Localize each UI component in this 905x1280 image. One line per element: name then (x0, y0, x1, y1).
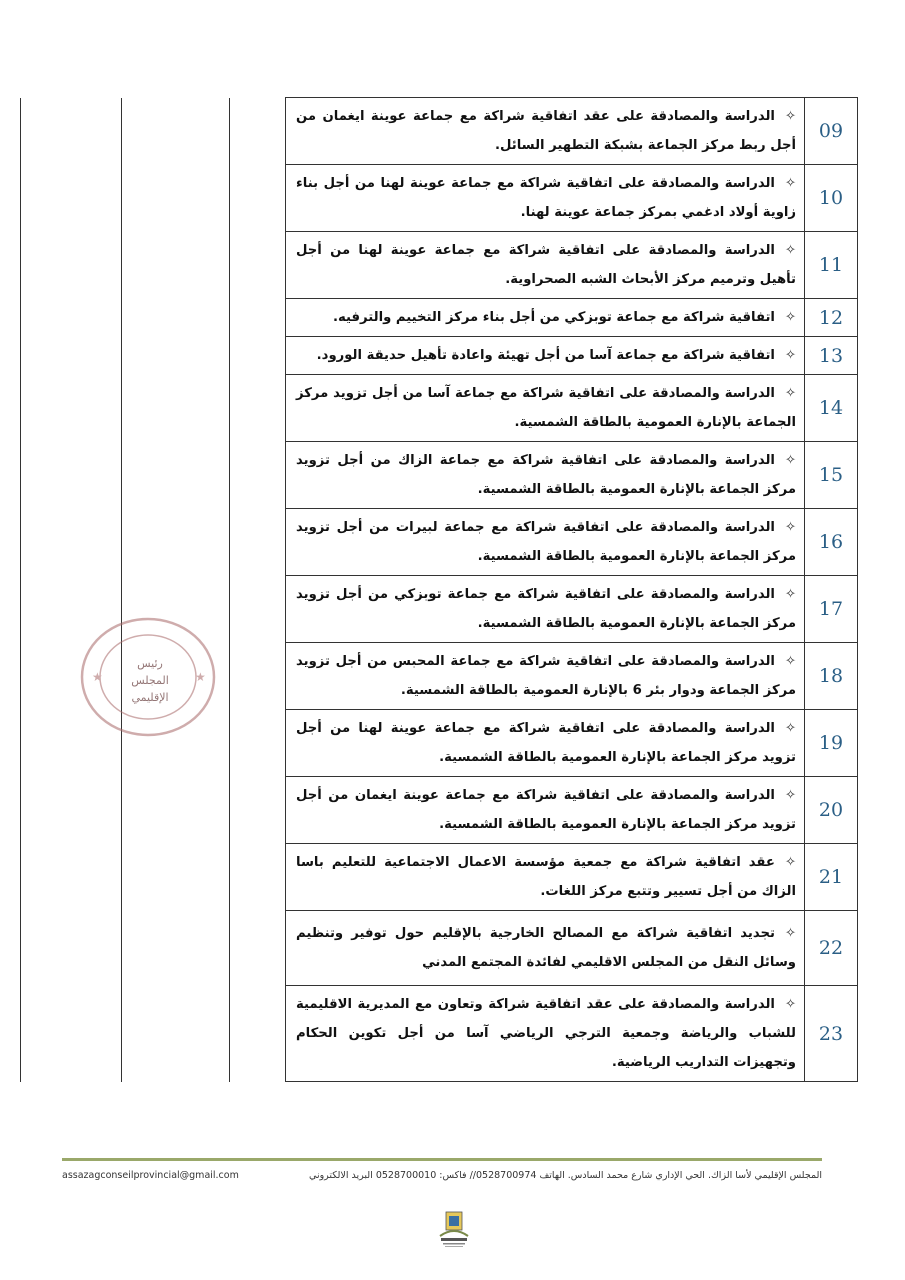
bullet-icon: ✧ (784, 721, 796, 736)
agenda-item-text (286, 986, 805, 1082)
agenda-item-number: 11 (805, 232, 858, 299)
agenda-item-label: عقد اتفاقية شراكة مع جمعية مؤسسة الاعمال الاجتماعية للتعليم باسا الزاك من أجل تسيير وتتبع مركز اللغات. (296, 855, 796, 899)
empty-cell (122, 911, 230, 986)
empty-cell (230, 844, 286, 911)
agenda-item-label: الدراسة والمصادقة على عقد اتفاقية شراكة مع جماعة عوينة ايغمان من أجل ربط مركز الجماعة بشبكة التطهير السائل. (296, 109, 796, 153)
agenda-row (21, 165, 858, 232)
empty-cell (21, 165, 122, 232)
agenda-row (21, 844, 858, 911)
svg-text:★: ★ (92, 670, 103, 684)
agenda-item-label: الدراسة والمصادقة على اتفاقية شراكة مع جماعة لبيرات من أجل تزويد مركز الجماعة بالإنارة العمومية بالطاقة الشمسية. (296, 520, 796, 564)
bullet-icon: ✧ (784, 654, 796, 669)
bullet-icon: ✧ (784, 587, 796, 602)
agenda-item-text (286, 165, 805, 232)
agenda-item-text (286, 299, 805, 337)
empty-cell (230, 576, 286, 643)
empty-cell (21, 337, 122, 375)
empty-cell (122, 442, 230, 509)
agenda-item-label: الدراسة والمصادقة على اتفاقية شراكة مع جماعة توبزكي من أجل تزويد مركز الجماعة بالإنارة العمومية بالطاقة الشمسية. (296, 587, 796, 631)
bullet-icon: ✧ (784, 109, 796, 124)
agenda-item-label: الدراسة والمصادقة على اتفاقية شراكة مع جماعة عوينة لهنا من أجل بناء زاوية أولاد ادغمي بمركز جماعة عوينة لهنا. (296, 176, 796, 220)
empty-cell (122, 375, 230, 442)
empty-cell (230, 777, 286, 844)
empty-cell (21, 509, 122, 576)
bullet-icon: ✧ (784, 855, 796, 870)
empty-cell (122, 165, 230, 232)
empty-cell (230, 911, 286, 986)
stamp-line-1: رئيس (137, 657, 163, 670)
bullet-icon: ✧ (784, 243, 796, 258)
agenda-item-label: الدراسة والمصادقة على عقد اتفاقية شراكة وتعاون مع المديرية الاقليمية للشباب والرياضة وجمعية الترجي الرياضي آسا من أجل تكوين الحكام وتجهيزات التداريب الرياضية. (296, 997, 796, 1070)
agenda-item-number: 13 (805, 337, 858, 375)
empty-cell (122, 299, 230, 337)
empty-cell (21, 442, 122, 509)
agenda-item-label: اتفاقية شراكة مع جماعة توبزكي من أجل بناء مركز التخييم والترفيه. (333, 310, 775, 325)
agenda-item-number: 09 (805, 98, 858, 165)
empty-cell (21, 375, 122, 442)
bullet-icon: ✧ (784, 520, 796, 535)
agenda-item-number: 17 (805, 576, 858, 643)
empty-cell (230, 98, 286, 165)
empty-cell (122, 777, 230, 844)
empty-cell (21, 911, 122, 986)
empty-cell (230, 509, 286, 576)
footer (62, 1170, 822, 1181)
council-logo-icon (437, 1208, 471, 1250)
empty-cell (21, 299, 122, 337)
empty-cell (230, 232, 286, 299)
agenda-row (21, 299, 858, 337)
empty-cell (230, 710, 286, 777)
empty-cell (230, 337, 286, 375)
empty-cell (21, 986, 122, 1082)
agenda-row (21, 98, 858, 165)
agenda-item-text (286, 375, 805, 442)
agenda-row (21, 509, 858, 576)
agenda-item-text (286, 98, 805, 165)
bullet-icon: ✧ (784, 453, 796, 468)
empty-cell (122, 844, 230, 911)
agenda-item-label: الدراسة والمصادقة على اتفاقية شراكة مع جماعة الزاك من أجل تزويد مركز الجماعة بالإنارة العمومية بالطاقة الشمسية. (296, 453, 796, 497)
agenda-item-text (286, 576, 805, 643)
agenda-item-text (286, 509, 805, 576)
stamp-line-2: المجلس (131, 674, 169, 687)
empty-cell (230, 165, 286, 232)
footer-divider (62, 1158, 822, 1161)
agenda-row (21, 442, 858, 509)
agenda-item-number: 20 (805, 777, 858, 844)
agenda-item-text (286, 232, 805, 299)
agenda-item-text (286, 911, 805, 986)
empty-cell (122, 98, 230, 165)
agenda-row (21, 337, 858, 375)
empty-cell (230, 986, 286, 1082)
agenda-row (21, 777, 858, 844)
agenda-item-text (286, 777, 805, 844)
agenda-item-label: الدراسة والمصادقة على اتفاقية شراكة مع جماعة آسا من أجل تزويد مركز الجماعة بالإنارة العمومية بالطاقة الشمسية. (296, 386, 796, 430)
agenda-item-label: الدراسة والمصادقة على اتفاقية شراكة مع جماعة عوينة ايغمان من أجل تزويد مركز الجماعة بالإنارة العمومية بالطاقة الشمسية. (296, 788, 796, 832)
footer-email: assazagconseilprovincial@gmail.com (62, 1170, 239, 1181)
agenda-item-text (286, 442, 805, 509)
agenda-item-number: 10 (805, 165, 858, 232)
agenda-item-label: اتفاقية شراكة مع جماعة آسا من أجل تهيئة واعادة تأهيل حديقة الورود. (316, 348, 775, 363)
empty-cell (21, 777, 122, 844)
empty-cell (21, 232, 122, 299)
bullet-icon: ✧ (784, 926, 796, 941)
bullet-icon: ✧ (784, 310, 796, 325)
stamp-text (115, 655, 185, 706)
empty-cell (122, 986, 230, 1082)
empty-cell (122, 232, 230, 299)
bullet-icon: ✧ (784, 348, 796, 363)
agenda-item-number: 23 (805, 986, 858, 1082)
empty-cell (122, 509, 230, 576)
agenda-item-number: 15 (805, 442, 858, 509)
empty-cell (122, 337, 230, 375)
stamp-line-3: الإقليمي (131, 691, 169, 704)
empty-cell (230, 375, 286, 442)
empty-cell (230, 299, 286, 337)
agenda-item-label: الدراسة والمصادقة على اتفاقية شراكة مع جماعة عوينة لهنا من أجل تزويد مركز الجماعة بالإنارة العمومية بالطاقة الشمسية. (296, 721, 796, 765)
agenda-item-text (286, 337, 805, 375)
footer-address: المجلس الإقليمي لأسا الزاك. الحي الإداري شارع محمد السادس. الهاتف 0528700974// فاكس: 0528700010 البريد الالكتروني (309, 1170, 822, 1181)
agenda-row (21, 986, 858, 1082)
agenda-item-text (286, 844, 805, 911)
bullet-icon: ✧ (784, 788, 796, 803)
agenda-table (20, 97, 858, 1082)
empty-cell (230, 643, 286, 710)
agenda-item-number: 14 (805, 375, 858, 442)
agenda-row (21, 375, 858, 442)
bullet-icon: ✧ (784, 176, 796, 191)
agenda-row (21, 911, 858, 986)
svg-text:★: ★ (195, 670, 206, 684)
table-body (21, 98, 858, 1082)
agenda-row (21, 232, 858, 299)
agenda-item-number: 12 (805, 299, 858, 337)
empty-cell (21, 98, 122, 165)
bullet-icon: ✧ (784, 386, 796, 401)
agenda-item-label: تجديد اتفاقية شراكة مع المصالح الخارجية بالإقليم حول توفير وتنظيم وسائل النقل من المجلس الاقليمي لفائدة المجتمع المدني (296, 926, 796, 970)
bullet-icon: ✧ (784, 997, 796, 1012)
agenda-item-number: 18 (805, 643, 858, 710)
agenda-item-number: 21 (805, 844, 858, 911)
empty-cell (230, 442, 286, 509)
agenda-item-label: الدراسة والمصادقة على اتفاقية شراكة مع جماعة المحبس من أجل تزويد مركز الجماعة ودوار بئر 6 بالإنارة العمومية بالطاقة الشمسية. (296, 654, 796, 698)
agenda-item-text (286, 643, 805, 710)
agenda-item-label: الدراسة والمصادقة على اتفاقية شراكة مع جماعة عوينة لهنا من أجل تأهيل وترميم مركز الأبحاث الشبه الصحراوية. (296, 243, 796, 287)
agenda-item-number: 16 (805, 509, 858, 576)
agenda-item-number: 22 (805, 911, 858, 986)
agenda-item-text (286, 710, 805, 777)
agenda-item-number: 19 (805, 710, 858, 777)
empty-cell (21, 844, 122, 911)
